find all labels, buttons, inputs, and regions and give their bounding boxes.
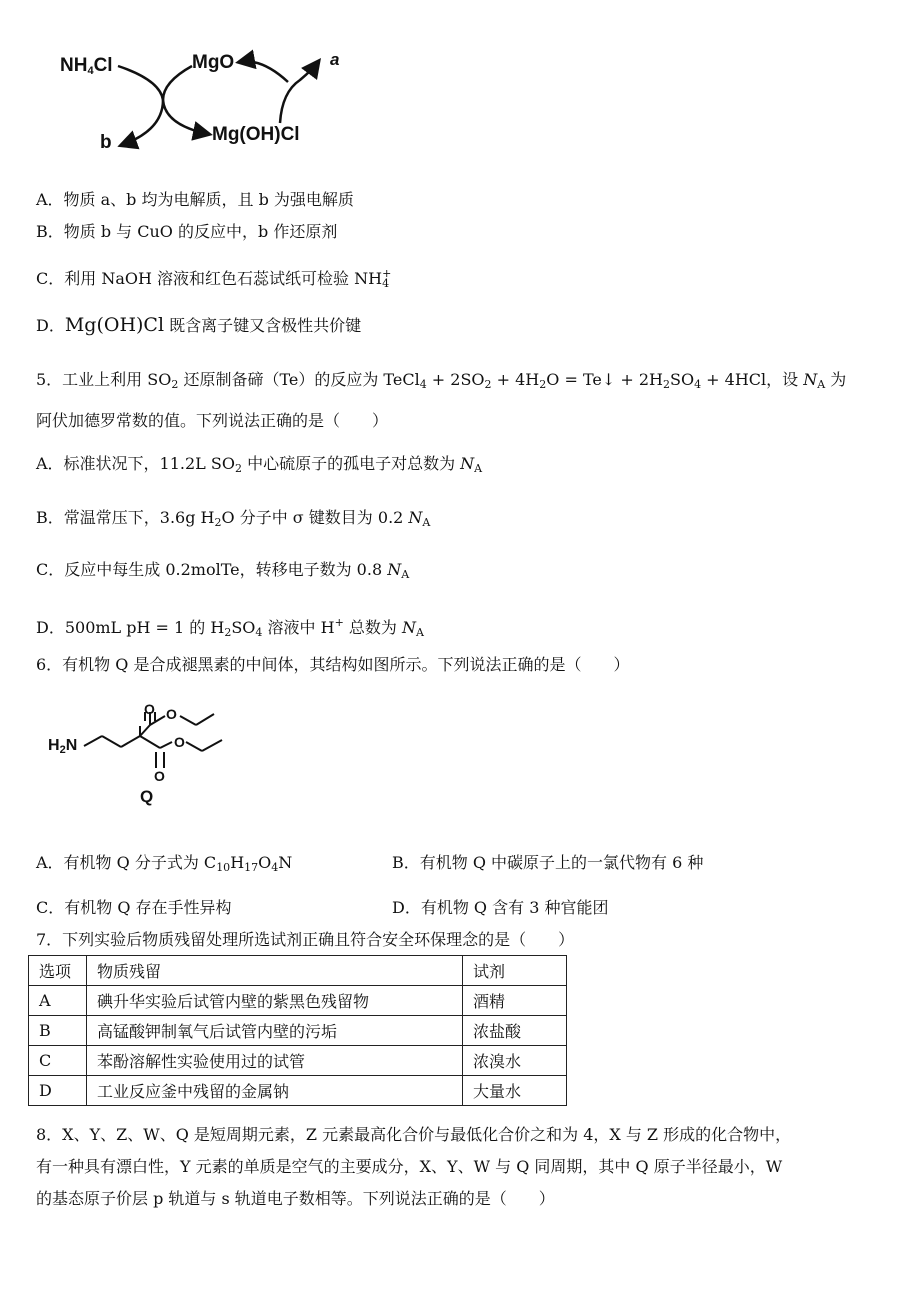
table-header-cell: 选项	[29, 956, 87, 986]
q7-table	[28, 955, 567, 1106]
table-header-cell: 试剂	[463, 956, 567, 986]
q5-option-c: C．反应中每生成 0.2molTe，转移电子数为 0.8 $N_A$	[36, 560, 410, 581]
table-cell: C	[29, 1046, 87, 1076]
oxygen-label: O	[166, 706, 177, 722]
molecule-skeleton	[0, 0, 300, 820]
q6-option-c: C．有机物 Q 存在手性异构	[36, 898, 232, 917]
table-row	[29, 1076, 567, 1106]
q4-option-a: A．物质 a、b 均为电解质，且 b 为强电解质	[36, 190, 354, 209]
table-cell: A	[29, 986, 87, 1016]
nh4cl-label: $NH_4Cl$	[60, 55, 113, 77]
table-cell: 大量水	[463, 1076, 567, 1106]
q8-stem-line1: 8．X、Y、Z、W、Q 是短周期元素，Z 元素最高化合价与最低化合价之和为 4，X 与 Z 形成的化合物中，	[36, 1125, 792, 1144]
q6-option-a: A．有机物 Q 分子式为 $C_{10}H_{17}O_4N$	[36, 853, 293, 874]
q6-option-d: D．有机物 Q 含有 3 种官能团	[392, 898, 609, 917]
a-label: a	[330, 50, 340, 69]
q5-option-d: D．500mL pH = 1 的 $H_2SO_4$ 溶液中 H+ 总数为 $N_A$	[36, 616, 424, 639]
q8-stem-line2: 有一种具有漂白性，Y 元素的单质是空气的主要成分，X、Y、W 与 Q 同周期，其中 Q 原子半径最小，W	[36, 1157, 783, 1176]
table-row	[29, 1046, 567, 1076]
table-cell: 苯酚溶解性实验使用过的试管	[87, 1046, 463, 1076]
q8-stem-line3: 的基态原子价层 p 轨道与 s 轨道电子数相等。下列说法正确的是（ ）	[36, 1189, 555, 1208]
table-cell: 浓溴水	[463, 1046, 567, 1076]
table-cell: 浓盐酸	[463, 1016, 567, 1046]
q6-option-b: B．有机物 Q 中碳原子上的一氯代物有 6 种	[392, 853, 704, 872]
q5-stem-line1: 5．工业上利用 $SO_2$ 还原制备碲（Te）的反应为 TeCl$_4$ + $2SO_2 + 4H_2O$ = Te↓ + $2H_2SO_4 + 4HCl$，设 $N_A$ 为	[36, 370, 847, 391]
q7-stem: 7．下列实验后物质残留处理所选试剂正确且符合安全环保理念的是（ ）	[36, 930, 575, 949]
h2n-label: $H_2N$	[48, 737, 78, 756]
mgo-label: MgO	[192, 52, 235, 73]
table-header-cell: 物质残留	[87, 956, 463, 986]
table-header-row	[29, 956, 567, 986]
oxygen-label: O	[174, 734, 185, 750]
oxygen-label: O	[154, 768, 165, 784]
table-cell: 工业反应釜中残留的金属钠	[87, 1076, 463, 1106]
table-row	[29, 986, 567, 1016]
table-cell: D	[29, 1076, 87, 1106]
q5-option-a: A．标准状况下，11.2L $SO_2$ 中心硫原子的孤电子对总数为 $N_A$	[36, 454, 483, 475]
q4-option-c: C．利用 NaOH 溶液和红色石蕊试纸可检验 $NH_4^+$	[36, 267, 392, 290]
oxygen-label: O	[144, 701, 155, 717]
table-cell: 碘升华实验后试管内壁的紫黑色残留物	[87, 986, 463, 1016]
molecule-label: Q	[140, 787, 154, 806]
q5-option-b: B．常温常压下，3.6g $H_2O$ 分子中 σ 键数目为 0.2 $N_A$	[36, 508, 431, 529]
q6-stem: 6．有机物 Q 是合成褪黑素的中间体，其结构如图所示。下列说法正确的是（ ）	[36, 655, 630, 674]
q5-stem-line2: 阿伏加德罗常数的值。下列说法正确的是（ ）	[36, 411, 389, 430]
mgohcl-label: Mg(OH)Cl	[212, 124, 300, 145]
q4-option-b: B．物质 b 与 CuO 的反应中，b 作还原剂	[36, 222, 338, 241]
table-cell: 高锰酸钾制氧气后试管内壁的污垢	[87, 1016, 463, 1046]
b-label: b	[100, 132, 112, 153]
table-row	[29, 1016, 567, 1046]
q4-option-d: D．Mg(OH)Cl 既含离子键又含极性共价键	[36, 314, 362, 336]
table-cell: 酒精	[463, 986, 567, 1016]
table-cell: B	[29, 1016, 87, 1046]
